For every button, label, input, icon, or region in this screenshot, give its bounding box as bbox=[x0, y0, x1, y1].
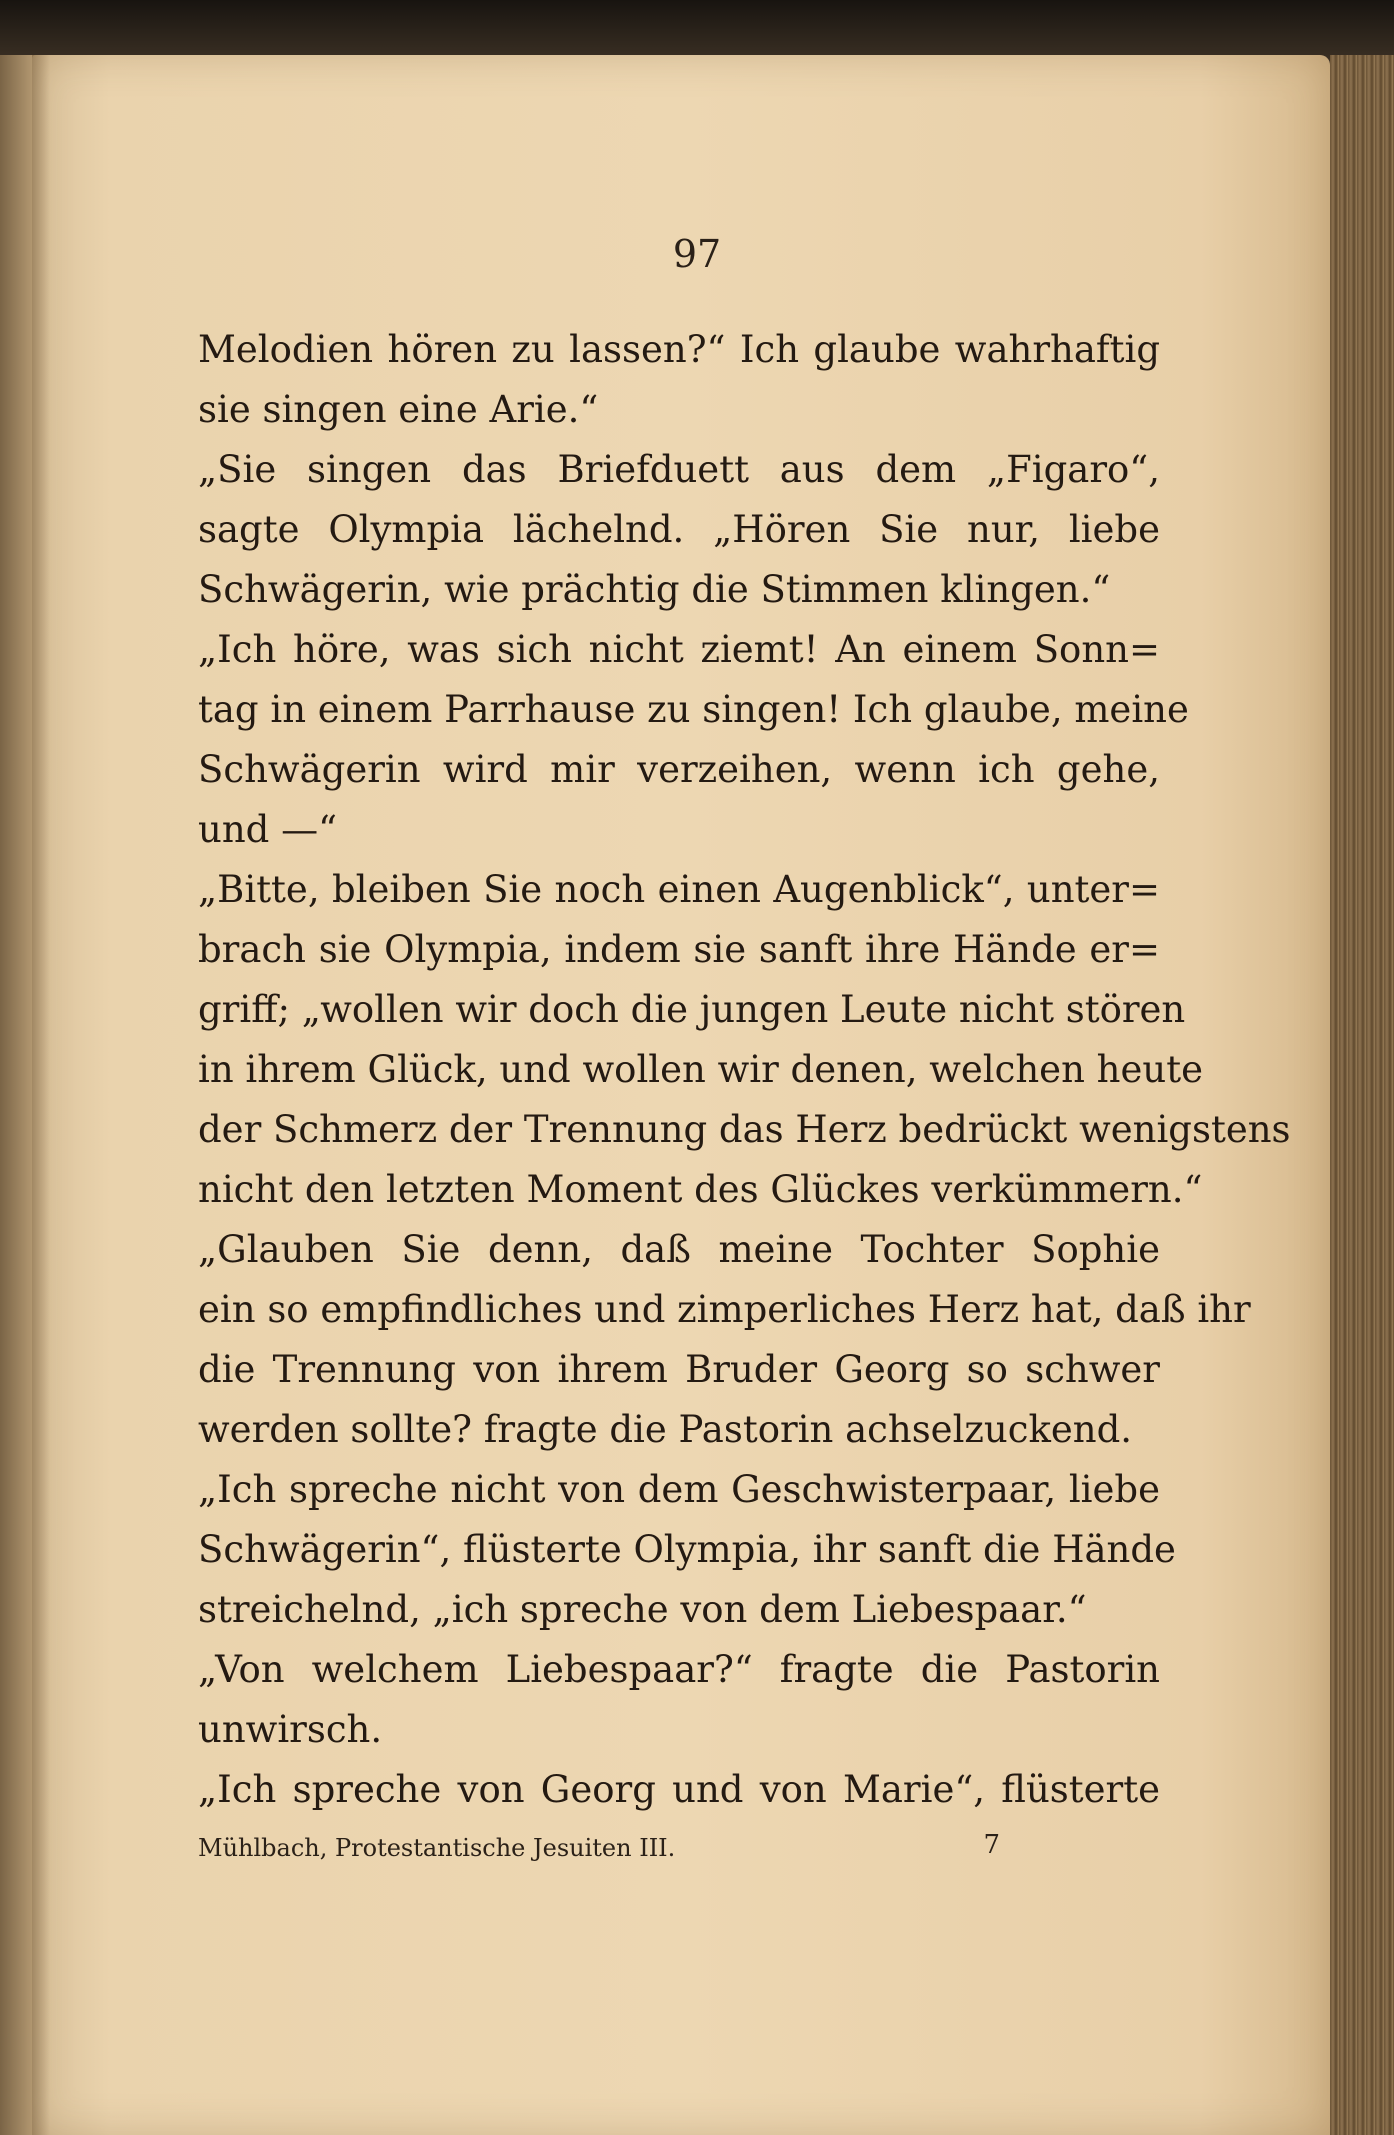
page-footer bbox=[198, 1830, 1160, 1874]
text-line: „Bitte, bleiben Sie noch einen Augenblick“, unter= bbox=[198, 868, 1160, 911]
text-line: ein so empfindliches und zimperliches Herz hat, daß ihr bbox=[198, 1288, 1251, 1331]
text-line: „Ich spreche nicht von dem Geschwisterpaar, liebe bbox=[198, 1468, 1160, 1511]
text-line: Schwägerin wird mir verzeihen, wenn ich gehe, bbox=[198, 748, 1160, 791]
text-line: werden sollte? fragte die Pastorin achselzuckend. bbox=[198, 1408, 1133, 1451]
text-line: griff; „wollen wir doch die jungen Leute nicht stören bbox=[198, 988, 1186, 1031]
text-line: tag in einem Parrhause zu singen! Ich glaube, meine bbox=[198, 688, 1189, 731]
page-number: 97 bbox=[672, 232, 722, 276]
text-line: der Schmerz der Trennung das Herz bedrückt wenigstens bbox=[198, 1108, 1291, 1151]
text-line: Schwägerin“, flüsterte Olympia, ihr sanft die Hände bbox=[198, 1528, 1176, 1571]
text-line: brach sie Olympia, indem sie sanft ihre Hände er= bbox=[198, 928, 1160, 971]
text-line: unwirsch. bbox=[198, 1708, 383, 1751]
gutter-shadow bbox=[32, 55, 50, 2135]
text-line: „Von welchem Liebespaar?“ fragte die Pastorin bbox=[198, 1648, 1160, 1691]
text-line: sie singen eine Arie.“ bbox=[198, 388, 599, 431]
text-line: „Ich spreche von Georg und von Marie“, flüsterte bbox=[198, 1768, 1160, 1811]
page-stack-edge bbox=[1330, 55, 1394, 2135]
book-top-edge bbox=[0, 0, 1394, 62]
text-line: Schwägerin, wie prächtig die Stimmen klingen.“ bbox=[198, 568, 1111, 611]
text-line: „Ich höre, was sich nicht ziemt! An einem Sonn= bbox=[198, 628, 1160, 671]
text-line: sagte Olympia lächelnd. „Hören Sie nur, liebe bbox=[198, 508, 1160, 551]
text-line: nicht den letzten Moment des Glückes verkümmern.“ bbox=[198, 1168, 1203, 1211]
footer-signature: Mühlbach, Protestantische Jesuiten III. bbox=[198, 1834, 676, 1862]
text-line: „Sie singen das Briefduett aus dem „Figaro“, bbox=[198, 448, 1160, 491]
text-line: und —“ bbox=[198, 808, 338, 851]
text-line: streichelnd, „ich spreche von dem Liebespaar.“ bbox=[198, 1588, 1087, 1631]
text-line: „Glauben Sie denn, daß meine Tochter Sophie bbox=[198, 1228, 1160, 1271]
text-line: in ihrem Glück, und wollen wir denen, welchen heute bbox=[198, 1048, 1203, 1091]
footer-sheet-mark: 7 bbox=[983, 1830, 1000, 1860]
text-line: Melodien hören zu lassen?“ Ich glaube wahrhaftig bbox=[198, 328, 1160, 371]
text-line: die Trennung von ihrem Bruder Georg so schwer bbox=[198, 1348, 1160, 1391]
body-text bbox=[198, 320, 1291, 1820]
